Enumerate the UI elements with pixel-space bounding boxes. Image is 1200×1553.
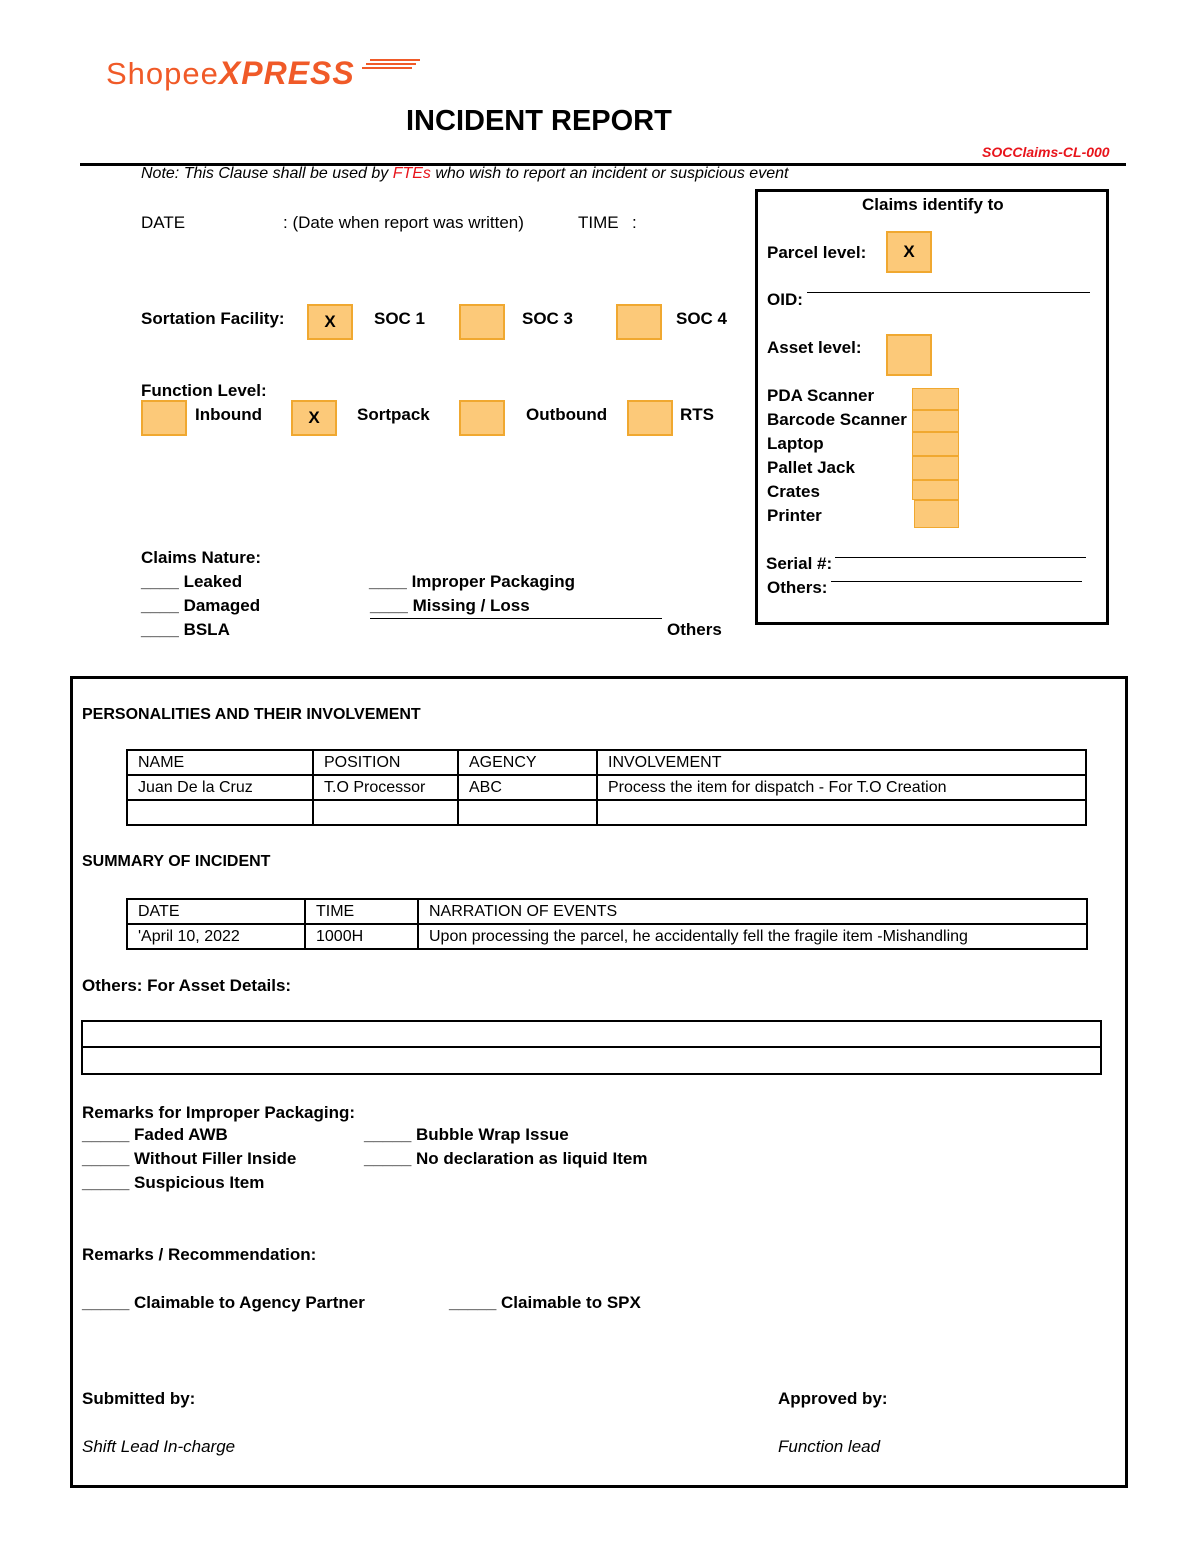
others-blank-line[interactable] — [370, 618, 662, 619]
table-header-cell: POSITION — [313, 750, 458, 775]
table-header-cell: NARRATION OF EVENTS — [418, 899, 1087, 924]
claims-nature-text: Improper Packaging — [411, 572, 575, 591]
improper-packaging-heading: Remarks for Improper Packaging: — [82, 1103, 356, 1122]
asset-item-checkbox[interactable] — [912, 410, 959, 432]
asset-item-label: PDA Scanner — [767, 386, 875, 405]
table-cell[interactable]: T.O Processor — [313, 775, 458, 800]
remark-text: Bubble Wrap Issue — [416, 1125, 569, 1144]
note-prefix: Note: This Clause shall be used by — [141, 165, 393, 182]
recommendation-text: Claimable to SPX — [501, 1293, 641, 1312]
table-row — [127, 775, 1086, 800]
sortation-label: Sortation Facility: — [141, 309, 285, 328]
shopee-xpress-logo — [106, 55, 355, 92]
asset-others-label: Others: — [767, 578, 828, 597]
asset-level-checkbox[interactable] — [886, 334, 932, 376]
inbound-label: Inbound — [195, 405, 263, 424]
asset-others-field[interactable] — [831, 581, 1082, 582]
logo-shopee-text: Shopee — [106, 56, 219, 91]
submitted-by-role: Shift Lead In-charge — [82, 1437, 236, 1456]
soc1-checkbox[interactable]: X — [307, 304, 353, 340]
blank-line[interactable]: ____ — [370, 596, 408, 615]
rts-checkbox[interactable] — [627, 400, 673, 436]
approved-by-role: Function lead — [778, 1437, 881, 1456]
recommendation-item — [82, 1293, 365, 1313]
outbound-checkbox[interactable] — [459, 400, 505, 436]
remark-text: Suspicious Item — [134, 1173, 265, 1192]
blank-line[interactable]: _____ — [82, 1293, 130, 1312]
table-cell[interactable] — [597, 800, 1086, 825]
submitted-by-label: Submitted by: — [82, 1389, 196, 1408]
asset-item-label: Barcode Scanner — [767, 410, 907, 429]
asset-item-checkbox[interactable] — [914, 500, 959, 528]
remark-text: Faded AWB — [134, 1125, 228, 1144]
recommendation-heading: Remarks / Recommendation: — [82, 1245, 317, 1264]
doc-code: SOCClaims-CL-000 — [982, 144, 1110, 160]
soc3-label: SOC 3 — [522, 309, 574, 328]
table-cell[interactable]: Process the item for dispatch - For T.O Creation — [597, 775, 1086, 800]
improper-packaging-item — [82, 1125, 228, 1145]
function-level-label: Function Level: — [141, 381, 267, 400]
outbound-label: Outbound — [526, 405, 608, 424]
table-header-cell: INVOLVEMENT — [597, 750, 1086, 775]
claims-nature-item — [141, 620, 230, 640]
asset-details-field-1[interactable] — [81, 1020, 1102, 1048]
date-value: : (Date when report was written) — [283, 213, 524, 232]
table-cell[interactable]: 'April 10, 2022 — [127, 924, 305, 949]
table-header-cell: DATE — [127, 899, 305, 924]
serial-label: Serial #: — [766, 554, 833, 573]
asset-item-checkbox[interactable] — [912, 480, 959, 500]
asset-details-field-2[interactable] — [81, 1046, 1102, 1075]
blank-line[interactable]: _____ — [82, 1173, 130, 1192]
asset-item-checkbox[interactable] — [912, 456, 959, 480]
blank-line[interactable]: _____ — [82, 1149, 130, 1168]
table-header-row — [127, 899, 1087, 924]
page-title: INCIDENT REPORT — [406, 105, 672, 137]
oid-label: OID: — [767, 290, 803, 309]
note-highlight: FTEs — [392, 165, 431, 182]
blank-line[interactable]: _____ — [364, 1149, 412, 1168]
time-label: TIME — [578, 213, 619, 232]
note-suffix: who wish to report an incident or suspicious event — [430, 165, 789, 182]
recommendation-text: Claimable to Agency Partner — [134, 1293, 365, 1312]
approved-by-label: Approved by: — [778, 1389, 888, 1408]
table-header-row — [127, 750, 1086, 775]
table-header-cell: TIME — [305, 899, 418, 924]
sortpack-label: Sortpack — [357, 405, 430, 424]
soc4-checkbox[interactable] — [616, 304, 662, 340]
blank-line[interactable]: _____ — [449, 1293, 497, 1312]
claims-nature-text: Damaged — [183, 596, 261, 615]
claims-nature-label: Claims Nature: — [141, 548, 261, 567]
table-cell[interactable]: 1000H — [305, 924, 418, 949]
table-header-cell: NAME — [127, 750, 313, 775]
personalities-table — [126, 749, 1087, 826]
logo-xpress-text: XPRESS — [218, 55, 355, 91]
asset-item-checkbox[interactable] — [912, 432, 959, 456]
recommendation-item — [449, 1293, 641, 1313]
table-row — [127, 800, 1086, 825]
blank-line[interactable]: ____ — [141, 572, 179, 591]
inbound-checkbox[interactable] — [141, 400, 187, 436]
asset-item-label: Crates — [767, 482, 820, 501]
table-cell[interactable]: Upon processing the parcel, he accidentally fell the fragile item -Mishandling — [418, 924, 1087, 949]
claims-nature-item — [141, 572, 242, 592]
blank-line[interactable]: ____ — [369, 572, 407, 591]
asset-level-label: Asset level: — [767, 338, 862, 357]
soc1-label: SOC 1 — [374, 309, 426, 328]
summary-heading: SUMMARY OF INCIDENT — [82, 853, 271, 870]
table-cell[interactable] — [127, 800, 313, 825]
oid-field[interactable] — [807, 292, 1090, 293]
improper-packaging-item — [364, 1125, 569, 1145]
claims-nature-text: Leaked — [183, 572, 243, 591]
note — [141, 165, 788, 183]
table-cell[interactable] — [313, 800, 458, 825]
summary-table — [126, 898, 1088, 950]
serial-field[interactable] — [835, 557, 1086, 558]
improper-packaging-item — [82, 1173, 264, 1193]
blank-line[interactable]: ____ — [141, 596, 179, 615]
logo-speed-lines-icon — [360, 58, 422, 70]
asset-details-heading: Others: For Asset Details: — [82, 976, 292, 995]
claims-nature-text: BSLA — [183, 620, 230, 639]
sortpack-checkbox[interactable]: X — [291, 400, 337, 436]
remark-text: No declaration as liquid Item — [416, 1149, 648, 1168]
table-header-cell: AGENCY — [458, 750, 597, 775]
asset-item-label: Laptop — [767, 434, 824, 453]
blank-line[interactable]: _____ — [364, 1125, 412, 1144]
claims-nature-item — [370, 596, 530, 616]
table-row — [127, 924, 1087, 949]
remark-text: Without Filler Inside — [134, 1149, 297, 1168]
table-cell[interactable]: Juan De la Cruz — [127, 775, 313, 800]
time-colon: : — [632, 213, 637, 232]
asset-item-label: Pallet Jack — [767, 458, 855, 477]
blank-line[interactable]: ____ — [141, 620, 179, 639]
claims-nature-item — [369, 572, 575, 592]
date-label: DATE — [141, 213, 186, 232]
asset-item-checkbox[interactable] — [912, 388, 959, 410]
claims-identify-title: Claims identify to — [862, 195, 1004, 214]
improper-packaging-item — [82, 1149, 296, 1169]
blank-line[interactable]: _____ — [82, 1125, 130, 1144]
table-cell[interactable]: ABC — [458, 775, 597, 800]
personalities-heading: PERSONALITIES AND THEIR INVOLVEMENT — [82, 706, 421, 723]
claims-nature-others: Others — [667, 620, 722, 639]
parcel-level-checkbox[interactable]: X — [886, 231, 932, 273]
soc4-label: SOC 4 — [676, 309, 728, 328]
improper-packaging-item — [364, 1149, 647, 1169]
asset-item-label: Printer — [767, 506, 822, 525]
soc3-checkbox[interactable] — [459, 304, 505, 340]
claims-nature-text: Missing / Loss — [412, 596, 530, 615]
parcel-level-label: Parcel level: — [767, 243, 867, 262]
rts-label: RTS — [680, 405, 714, 424]
table-cell[interactable] — [458, 800, 597, 825]
claims-nature-item — [141, 596, 260, 616]
